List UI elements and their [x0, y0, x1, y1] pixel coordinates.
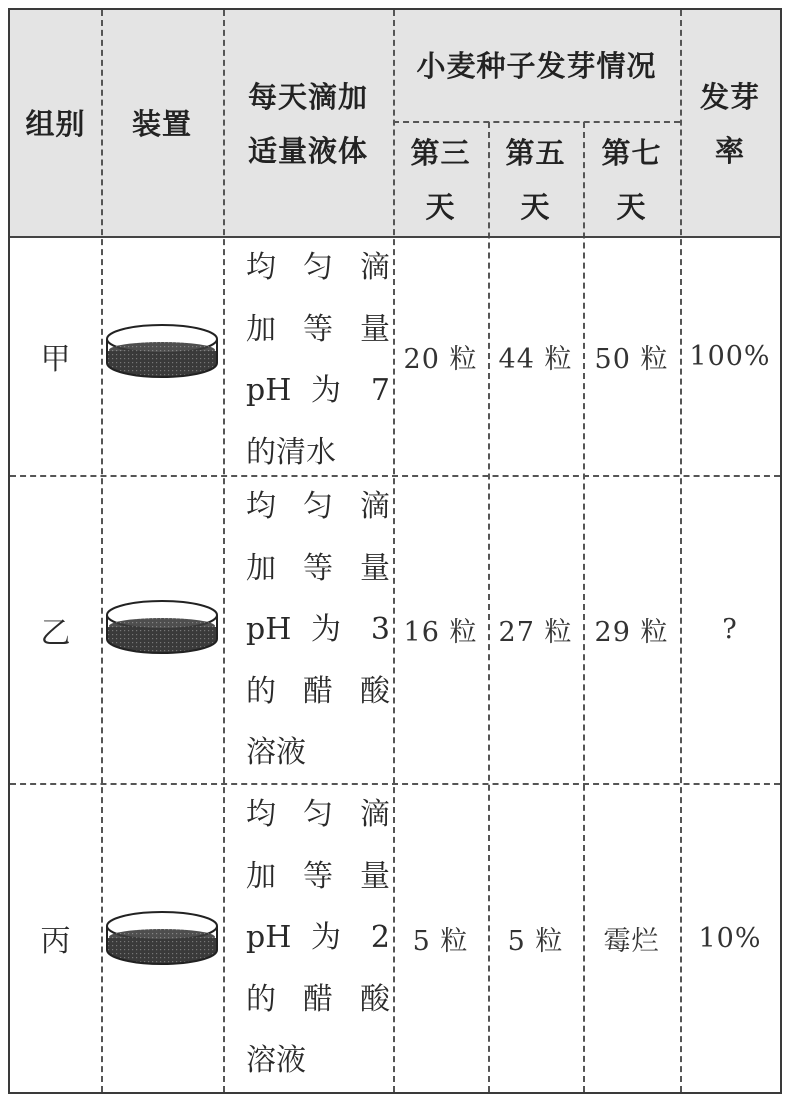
- header-day5: [488, 122, 583, 237]
- liquid-line: 溶液: [246, 735, 306, 771]
- liquid-line: 加等量: [246, 550, 390, 586]
- row-group-label: 乙: [40, 615, 71, 651]
- liquid-line: 的清水: [246, 434, 336, 470]
- row-day3: 5 粒: [412, 925, 469, 957]
- row-rate: ?: [722, 614, 738, 645]
- header-day7: [583, 122, 680, 237]
- header-day3-line: 第三: [410, 135, 471, 170]
- row-liquid-text: [246, 237, 390, 483]
- header-germination: 小麦种子发芽情况: [416, 49, 657, 83]
- row-day5: 44 粒: [498, 343, 573, 375]
- row-day3: 20 粒: [403, 343, 478, 375]
- liquid-line: pH 为 2: [246, 920, 390, 956]
- liquid-line: 均匀滴: [246, 489, 390, 524]
- header-day5-line: 第五: [505, 135, 566, 170]
- header-day3: [393, 122, 488, 237]
- row-group-label: 丙: [40, 924, 71, 959]
- row-day3: 16 粒: [403, 617, 478, 648]
- liquid-line: 的醋酸: [246, 673, 390, 709]
- liquid-line: 溶液: [246, 1043, 306, 1079]
- header-rate-line: 发芽: [699, 79, 760, 114]
- row-group-label: 甲: [40, 342, 71, 377]
- row-day7: 霉烂: [603, 925, 660, 957]
- header-device: 装置: [131, 106, 192, 141]
- header-day3-line: 天: [425, 189, 456, 224]
- liquid-line: 均匀滴: [246, 250, 390, 285]
- liquid-line: pH 为 7: [246, 373, 390, 409]
- row-day5: 27 粒: [498, 617, 573, 648]
- petri-dish-icon: [103, 317, 221, 385]
- header-day5-line: 天: [520, 189, 551, 224]
- row-liquid-text: [246, 476, 390, 784]
- row-rate: 100%: [689, 340, 771, 372]
- liquid-line: 均匀滴: [246, 797, 390, 832]
- liquid-line: 加等量: [246, 858, 390, 894]
- petri-dish-icon: [103, 904, 221, 972]
- row-day5: 5 粒: [507, 925, 564, 957]
- liquid-line: pH 为 3: [246, 612, 390, 648]
- header-rate: [680, 10, 780, 237]
- row-rate: 10%: [698, 922, 762, 954]
- row-liquid-text: [246, 784, 390, 1092]
- liquid-line: 的醋酸: [246, 981, 390, 1017]
- row-day7: 50 粒: [594, 343, 669, 375]
- row-day7: 29 粒: [594, 617, 669, 648]
- header-liquid: [223, 10, 393, 237]
- header-rate-line: 率: [714, 133, 745, 168]
- header-day7-line: 天: [616, 189, 647, 224]
- header-liquid-line: 适量液体: [247, 133, 368, 168]
- petri-dish-icon: [103, 593, 221, 661]
- liquid-line: 加等量: [246, 311, 390, 347]
- header-group: 组别: [25, 106, 86, 141]
- header-liquid-line: 每天滴加: [247, 79, 368, 114]
- header-day7-line: 第七: [601, 135, 662, 170]
